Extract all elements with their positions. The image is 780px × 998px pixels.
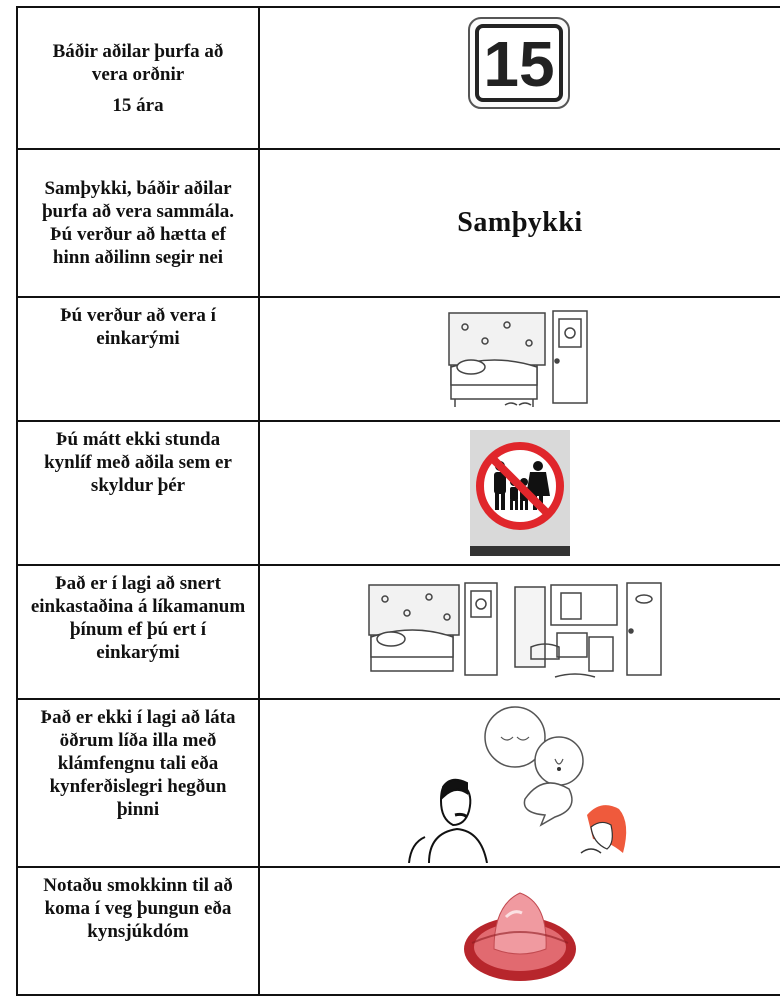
picture-cell [259, 565, 780, 699]
table-row [17, 867, 780, 995]
bedroom-and-bathroom-icon [365, 577, 675, 687]
age-sign-label: 15 [483, 28, 555, 100]
table-row [17, 699, 780, 867]
consent-word: Samþykki [457, 207, 583, 238]
rule-text: Það er ekki í lagi að láta öðrum líða illa með klámfengnu tali eða kynferðislegri hegðun þinni [40, 707, 236, 820]
bedroom-icon [445, 307, 595, 411]
rule-text: Það er í lagi að snert einkastaðina á líkamanum þínum ef þú ert í einkarými [30, 573, 246, 663]
age-15-sign-icon [465, 14, 575, 114]
table-row [17, 149, 780, 297]
rule-text-cell [17, 421, 259, 565]
picture-cell [259, 7, 780, 149]
condom-icon [460, 877, 580, 985]
rule-text: Þú verður að vera í einkarými [60, 305, 216, 349]
rule-text-cell [17, 7, 259, 149]
rule-text-cell [17, 699, 259, 867]
rule-text: Notaðu smokkinn til að koma í veg þungun eða kynsjúkdóm [43, 875, 233, 942]
rule-text: Samþykki, báðir aðilar þurfa að vera sammála. Þú verður að hætta ef hinn aðilinn segir nei [41, 178, 235, 268]
picture-cell [259, 421, 780, 565]
picture-cell [259, 867, 780, 995]
rule-text-cell [17, 867, 259, 995]
rule-text-extra: 15 ára [112, 94, 164, 116]
rule-text: Þú mátt ekki stunda kynlíf með aðila sem er skyldur þér [44, 429, 232, 496]
rule-text-line: vera orðnir [91, 63, 185, 85]
table-row [17, 565, 780, 699]
picture-cell [259, 297, 780, 421]
picture-cell [259, 149, 780, 297]
table-row [17, 297, 780, 421]
table-row [17, 7, 780, 149]
rule-text-cell [17, 149, 259, 297]
no-family-sign-icon [470, 430, 570, 556]
inappropriate-talk-icon [405, 703, 635, 863]
rule-text-cell [17, 565, 259, 699]
table-row [17, 421, 780, 565]
picture-cell [259, 699, 780, 867]
rule-text-cell [17, 297, 259, 421]
rules-table [16, 6, 780, 996]
rule-text-line: Báðir aðilar þurfa að [52, 40, 224, 62]
